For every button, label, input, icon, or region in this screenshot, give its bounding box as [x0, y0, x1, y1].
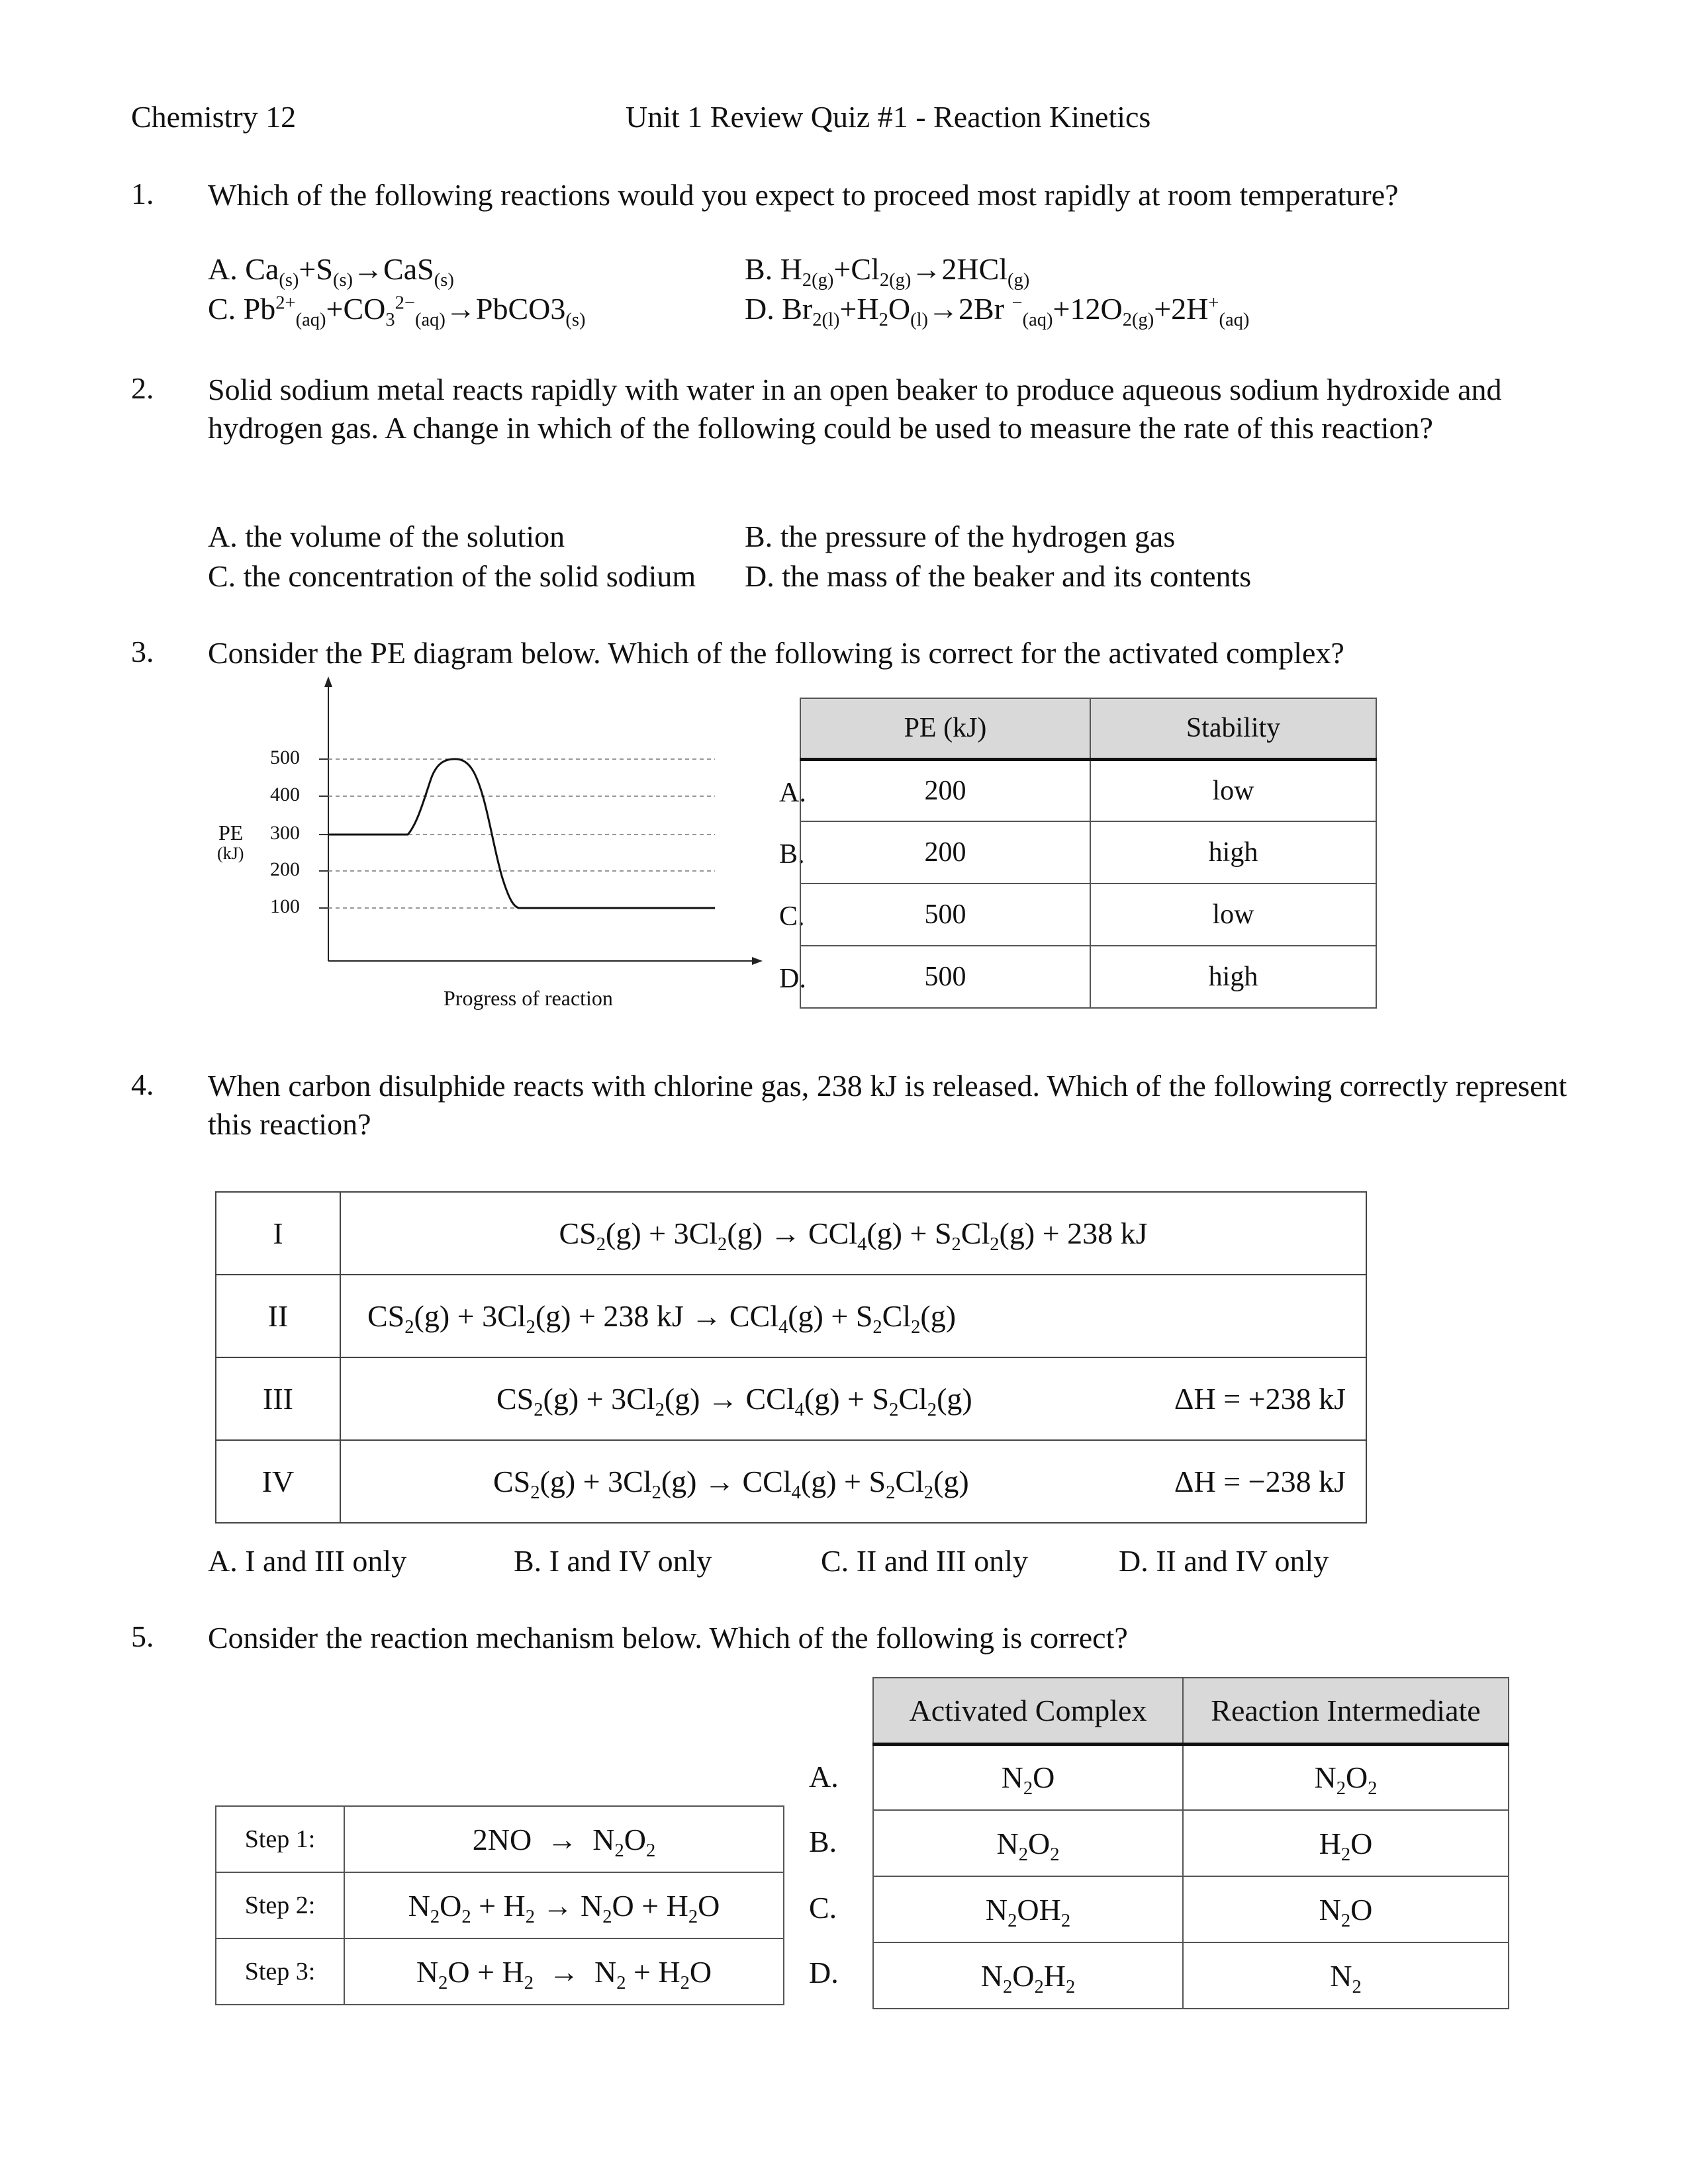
equation: $CS_2(g) + 3Cl_2(g) \to CCl_4(g) + S_2Cl_2(g) + 238$ kJ — [340, 1192, 1366, 1275]
header-activated-complex: Activated Complex — [873, 1678, 1183, 1744]
pe-diagram — [199, 675, 768, 1019]
option-label: C. — [821, 1544, 849, 1578]
x-axis-label: Progress of reaction — [444, 986, 613, 1010]
table-row — [216, 1440, 1366, 1523]
header-reaction-intermediate: Reaction Intermediate — [1183, 1678, 1509, 1744]
question-number: 1. — [131, 177, 154, 210]
table-row[interactable] — [800, 946, 1376, 1008]
stability-value: low — [1090, 884, 1376, 946]
question-number: 2. — [131, 371, 154, 405]
option-label-b: B. — [809, 1825, 837, 1858]
reaction-intermediate: $H_2O$ — [1183, 1810, 1509, 1876]
question-number: 4. — [131, 1068, 154, 1101]
numeral: III — [216, 1357, 340, 1440]
table-row — [216, 1938, 784, 2005]
option-a[interactable]: A. $Ca_{(s)}+S_{(s)}\to CaS_{(s)}$ — [208, 252, 454, 291]
option-label: B. — [514, 1544, 542, 1578]
option-a[interactable] — [208, 1542, 406, 1580]
header-pe: PE (kJ) — [800, 698, 1090, 759]
question-number: 3. — [131, 635, 154, 668]
pe-curve-graph — [199, 675, 768, 1019]
table-row[interactable] — [873, 1810, 1509, 1876]
ytick-500: 500 — [270, 747, 300, 768]
step-equation: $2NO \to N_2O_2$ — [344, 1806, 784, 1872]
header-stability: Stability — [1090, 698, 1376, 759]
thermochemical-equations-table — [215, 1191, 1367, 1524]
question-text: Consider the reaction mechanism below. Which of the following is correct? — [208, 1621, 1128, 1655]
course-name: Chemistry 12 — [131, 100, 297, 134]
question-number: 5. — [131, 1619, 154, 1653]
ytick-400: 400 — [270, 784, 300, 805]
stability-value: high — [1090, 821, 1376, 884]
step-label: Step 3: — [216, 1938, 344, 2005]
activated-complex: $N_2O$ — [873, 1744, 1183, 1810]
step-equation: $N_2O + H_2 \to N_2 + H_2O$ — [344, 1938, 784, 2005]
option-d[interactable]: D. $Br_{2(l)}+H_2O_{(l)}\to 2Br$ $^-_{(aq)}+12O_{2(g)}+2H^+_{(aq)}$ — [745, 292, 1250, 330]
stability-value: low — [1090, 759, 1376, 821]
pe-value: 500 — [800, 946, 1090, 1008]
page-title: Unit 1 Review Quiz #1 - Reaction Kinetics — [626, 100, 1151, 134]
reaction-mechanism-table — [215, 1805, 784, 2005]
reaction-intermediate: $N_2$ — [1183, 1942, 1509, 2009]
activated-complex: $N_2OH_2$ — [873, 1876, 1183, 1942]
table-row — [216, 1192, 1366, 1275]
table-row[interactable] — [800, 759, 1376, 821]
table-row[interactable] — [800, 884, 1376, 946]
numeral: IV — [216, 1440, 340, 1523]
y-axis-unit: (kJ) — [217, 844, 244, 863]
ytick-100: 100 — [270, 895, 300, 917]
option-d[interactable] — [1119, 1542, 1329, 1580]
question-text: Solid sodium metal reacts rapidly with water in an open beaker to produce aqueous sodium hydroxide and hydrogen gas. A change in which of the following could be used to measure the rate of this reaction? — [208, 373, 1502, 445]
option-b[interactable] — [514, 1542, 712, 1580]
option-c[interactable] — [821, 1542, 1028, 1580]
reaction-intermediate: $N_2O$ — [1183, 1876, 1509, 1942]
option-text: the pressure of the hydrogen gas — [780, 520, 1176, 553]
option-c[interactable] — [208, 557, 696, 596]
reaction-intermediate: $N_2O_2$ — [1183, 1744, 1509, 1810]
option-b[interactable]: B. $H_{2(g)}+Cl_{2(g)}\to 2HCl_{(g)}$ — [745, 252, 1030, 291]
option-label-c: C. — [779, 901, 805, 932]
ytick-300: 300 — [270, 822, 300, 844]
option-label: A. — [208, 520, 238, 553]
table-row[interactable] — [800, 821, 1376, 884]
option-label: B. — [745, 520, 773, 553]
option-text: II and IV only — [1156, 1544, 1329, 1578]
option-label: A. — [208, 1544, 238, 1578]
equation: $CS_2(g) + 3Cl_2(g) + 238$ kJ → $CCl_4(g) + S_2Cl_2(g)$ — [340, 1275, 1366, 1357]
option-text: I and III only — [245, 1544, 407, 1578]
pe-value: 500 — [800, 884, 1090, 946]
option-text: I and IV only — [549, 1544, 712, 1578]
option-d[interactable] — [745, 557, 1251, 596]
y-axis-label: PE — [218, 821, 244, 844]
table-row — [216, 1872, 784, 1938]
option-text: the volume of the solution — [245, 520, 565, 553]
table-row[interactable] — [873, 1744, 1509, 1810]
numeral: I — [216, 1192, 340, 1275]
question-text: Which of the following reactions would you expect to proceed most rapidly at room temperature? — [208, 178, 1399, 212]
delta-h: ΔH = +238 kJ — [1174, 1382, 1346, 1416]
pe-value: 200 — [800, 759, 1090, 821]
activated-complex-options-table — [800, 698, 1377, 1009]
option-text: the concentration of the solid sodium — [243, 559, 696, 593]
question-text: Consider the PE diagram below. Which of the following is correct for the activated complex? — [208, 636, 1344, 670]
table-row[interactable] — [873, 1876, 1509, 1942]
option-label-b: B. — [779, 839, 805, 870]
option-a[interactable] — [208, 518, 565, 556]
equation: $CS_2(g) + 3Cl_2(g) \to CCl_4(g) + S_2Cl_2(g)$ ΔH = −238 kJ — [340, 1440, 1366, 1523]
option-label-a: A. — [779, 778, 806, 808]
step-equation: $N_2O_2 + H_2 \to N_2O + H_2O$ — [344, 1872, 784, 1938]
option-label-c: C. — [809, 1891, 837, 1925]
ytick-200: 200 — [270, 858, 300, 880]
option-b[interactable] — [745, 518, 1175, 556]
step-label: Step 2: — [216, 1872, 344, 1938]
option-label: D. — [745, 559, 774, 593]
step-label: Step 1: — [216, 1806, 344, 1872]
option-label-a: A. — [809, 1760, 839, 1794]
delta-h: ΔH = −238 kJ — [1174, 1465, 1346, 1498]
mechanism-options-table — [872, 1677, 1509, 2009]
table-row — [216, 1275, 1366, 1357]
option-label-d: D. — [809, 1956, 839, 1989]
option-label: C. — [208, 559, 236, 593]
option-label-d: D. — [779, 964, 806, 994]
stability-value: high — [1090, 946, 1376, 1008]
activated-complex: $N_2O_2H_2$ — [873, 1942, 1183, 2009]
option-text: the mass of the beaker and its contents — [782, 559, 1252, 593]
option-label: D. — [1119, 1544, 1149, 1578]
table-row[interactable] — [873, 1942, 1509, 2009]
numeral: II — [216, 1275, 340, 1357]
pe-value: 200 — [800, 821, 1090, 884]
option-c[interactable]: C. $Pb^{2+}_{(aq)}+CO_3^{2-}_{(aq)}\to PbCO3_{(s)}$ — [208, 292, 586, 330]
table-row — [216, 1806, 784, 1872]
equation: $CS_2(g) + 3Cl_2(g) \to CCl_4(g) + S_2Cl_2(g)$ ΔH = +238 kJ — [340, 1357, 1366, 1440]
activated-complex: $N_2O_2$ — [873, 1810, 1183, 1876]
question-text: When carbon disulphide reacts with chlorine gas, 238 kJ is released. Which of the following correctly represent this reaction? — [208, 1069, 1568, 1141]
option-text: II and III only — [856, 1544, 1028, 1578]
table-row — [216, 1357, 1366, 1440]
